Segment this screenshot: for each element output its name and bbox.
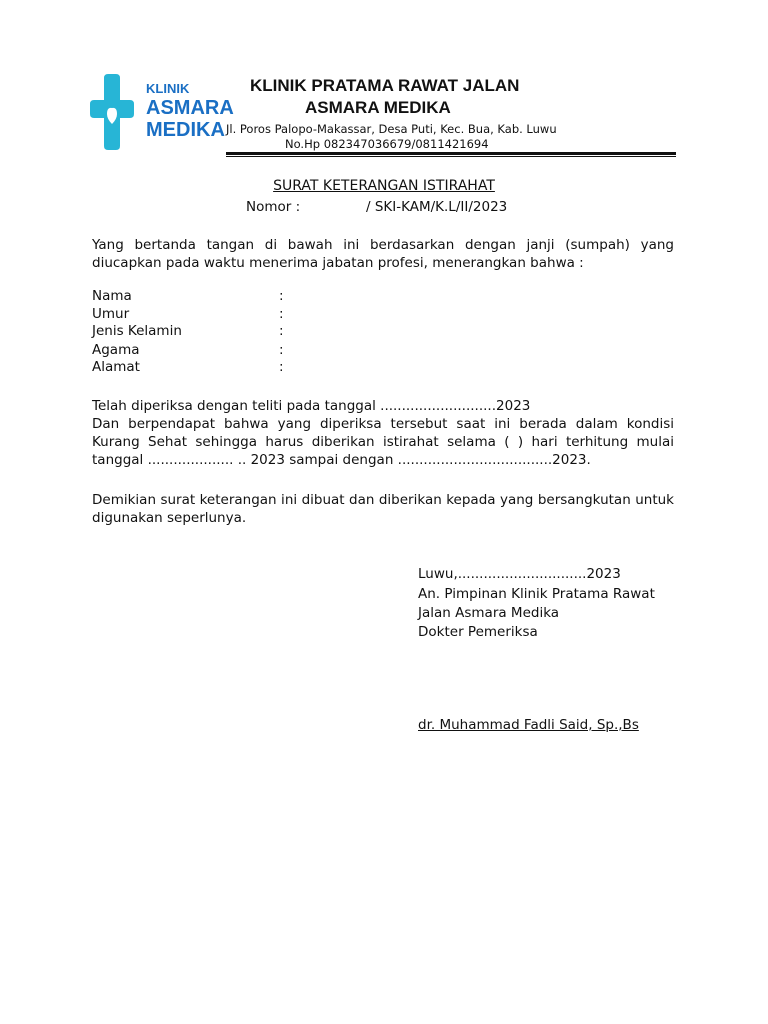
signature-role: Dokter Pemeriksa: [418, 624, 538, 640]
field-colon: :: [279, 342, 284, 358]
signature-on-behalf-line1: An. Pimpinan Klinik Pratama Rawat: [418, 586, 655, 602]
logo-text-medika: MEDIKA: [146, 119, 225, 141]
field-label-nama: Nama: [92, 288, 132, 304]
logo-text-klinik: KLINIK: [146, 81, 190, 96]
clinic-address: Jl. Poros Palopo-Makassar, Desa Puti, Kec. Bua, Kab. Luwu: [226, 122, 557, 136]
field-label-alamat: Alamat: [92, 359, 140, 375]
document-title: SURAT KETERANGAN ISTIRAHAT: [273, 178, 495, 194]
clinic-logo: [90, 74, 234, 154]
field-label-jenis-kelamin: Jenis Kelamin: [92, 323, 182, 339]
logo-text-asmara: ASMARA: [146, 97, 234, 119]
nomor-label: Nomor :: [246, 199, 301, 215]
medical-cross-icon: [90, 74, 134, 152]
header-divider-thin: [226, 156, 676, 157]
exam-opinion-text: Dan berpendapat bahwa yang diperiksa tersebut saat ini berada dalam kondisi Kurang Sehat sehingga harus diberikan istirahat selama ( ) hari terhitung mulai tanggal .................... .. 2023 sampai dengan ....................................2023.: [92, 416, 674, 468]
field-colon: :: [279, 323, 284, 339]
intro-paragraph: Yang bertanda tangan di bawah ini berdasarkan dengan janji (sumpah) yang diucapkan pada waktu menerima jabatan profesi, menerangkan bahwa :: [92, 237, 674, 271]
nomor-value: / SKI-KAM/K.L/II/2023: [366, 199, 508, 215]
signature-on-behalf-line2: Jalan Asmara Medika: [418, 605, 560, 621]
field-label-umur: Umur: [92, 306, 130, 322]
field-colon: :: [279, 288, 284, 304]
clinic-name-line1: KLINIK PRATAMA RAWAT JALAN: [250, 76, 520, 95]
clinic-phone: No.Hp 082347036679/0811421694: [285, 137, 489, 151]
signature-place-date: Luwu,..............................2023: [418, 566, 621, 582]
field-label-agama: Agama: [92, 342, 140, 358]
header-divider-thick: [226, 152, 676, 155]
exam-paragraph: [92, 397, 674, 469]
exam-date-line: Telah diperiksa dengan teliti pada tanggal ...........................2023: [92, 398, 531, 414]
field-colon: :: [279, 359, 284, 375]
doctor-name: dr. Muhammad Fadli Said, Sp.,Bs: [418, 717, 639, 733]
clinic-name-line2: ASMARA MEDIKA: [305, 98, 451, 117]
field-colon: :: [279, 306, 284, 322]
closing-paragraph: Demikian surat keterangan ini dibuat dan diberikan kepada yang bersangkutan untuk digunakan seperlunya.: [92, 492, 674, 526]
